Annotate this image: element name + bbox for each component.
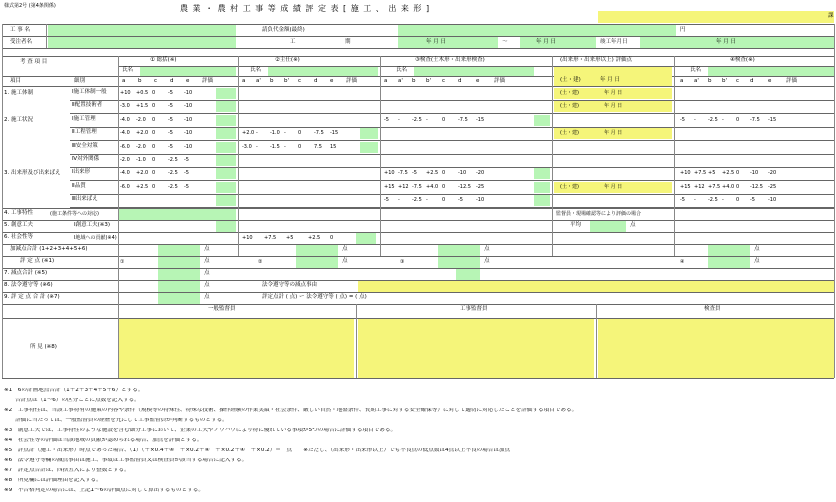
completion-label: 竣工年月日 — [600, 39, 628, 45]
row4-right: 監督員・現場確認等により評価の場合 — [556, 211, 642, 217]
row5-avg-input[interactable] — [590, 221, 626, 232]
row9-input[interactable] — [158, 293, 200, 304]
row-eval-3[interactable] — [534, 195, 550, 206]
col4-val: -15 — [768, 117, 777, 123]
orderer-input[interactable] — [48, 37, 236, 48]
row-val: +10 — [120, 90, 131, 96]
row-val: -6.0 — [120, 184, 130, 190]
grade-col-3: a' — [398, 78, 403, 84]
col3-val: 0 — [442, 117, 446, 123]
grade-col-3: d — [458, 78, 462, 84]
col4-val: -10 — [768, 197, 777, 203]
eval-pt-3[interactable] — [438, 257, 480, 268]
col3-val: -7.5 — [398, 170, 408, 176]
row-val: 0 — [152, 170, 156, 176]
col1-name-input[interactable] — [140, 67, 236, 76]
col3-val: -5 — [458, 197, 463, 203]
subitem-header: 細別 — [74, 78, 86, 84]
grade-col-3: 評価 — [494, 78, 506, 84]
col4-val: -25 — [768, 184, 777, 190]
col3-val: - — [398, 117, 400, 123]
col3b-header: (出来形・出来形以上) 評価点 — [560, 57, 633, 63]
grade-col-2: a' — [256, 78, 261, 84]
row-val: 0 — [152, 103, 156, 109]
row-val: -10 — [184, 90, 193, 96]
note-line: ※1 6の計画地点合計（1＋2＋3＋4＋5＋6）とする。 — [4, 388, 144, 393]
row-eval-1[interactable] — [216, 115, 236, 126]
subtotal-1[interactable] — [158, 245, 200, 256]
eval-date: 年 月 日 — [604, 184, 623, 190]
row6-sub: Ⅰ地域への貢献(※4) — [74, 235, 117, 241]
col3-val: 0 — [442, 170, 446, 176]
grade-col-1: e — [186, 78, 190, 84]
row-line — [70, 113, 834, 114]
row-val: -4.0 — [120, 117, 130, 123]
col4-val: -10 — [750, 170, 759, 176]
completion-date-input[interactable] — [640, 37, 834, 48]
row-subitem: Ⅰ施工体制一般 — [72, 89, 107, 95]
period-term-label: 期 — [345, 39, 351, 45]
row-eval-1[interactable] — [216, 101, 236, 112]
col2-val: -1.5 — [270, 144, 280, 150]
grade-col-2: c — [298, 78, 302, 84]
row8-pt: 点 — [204, 282, 210, 288]
col2-val: 0 — [298, 130, 302, 136]
col3-val: +12 — [398, 184, 409, 190]
grade-col-3: e — [476, 78, 480, 84]
row8-right: 法令遵守等の減点事由 — [262, 282, 318, 288]
row-eval-1[interactable] — [216, 182, 236, 193]
col2-name-label: 氏名 — [250, 67, 262, 73]
row-val: -2.0 — [136, 117, 146, 123]
row-category: 1. 施工体制 — [4, 90, 33, 96]
observation-2[interactable] — [358, 319, 594, 378]
row6-val: 0 — [330, 235, 334, 241]
row-subitem: Ⅱ工程管理 — [72, 129, 97, 135]
row8-input[interactable] — [158, 281, 200, 292]
col3-val: -5 — [384, 197, 389, 203]
row-val: -4.0 — [120, 130, 130, 136]
row-val: -5 — [168, 90, 173, 96]
grade-col-2: 評価 — [346, 78, 358, 84]
row-subitem: Ⅱ配置技術者 — [72, 102, 103, 108]
col3-name-label: 氏名 — [396, 67, 408, 73]
grade-col-1: c — [154, 78, 158, 84]
project-name-label: 工 事 名 — [10, 27, 30, 33]
item-header: 項目 — [10, 78, 22, 84]
subtotal-4-pt: 点 — [754, 246, 760, 252]
col3-val: -7.5 — [412, 184, 422, 190]
eval-civil: (土・建) — [560, 103, 579, 109]
row-line — [70, 100, 834, 101]
observation-3[interactable] — [598, 319, 834, 378]
row-eval-1[interactable] — [216, 142, 236, 153]
col4-header: ④検査(※) — [730, 57, 755, 63]
grade-col-2: b' — [284, 78, 290, 84]
col2-name-input[interactable] — [268, 67, 378, 76]
row-eval-3[interactable] — [534, 168, 550, 179]
observation-1[interactable] — [118, 319, 354, 378]
eval-op-2: ② — [258, 259, 263, 265]
subtotal-1-pt: 点 — [204, 246, 210, 252]
note-line: ※7 評定点合計は、四捨五入により整数とする。 — [4, 468, 130, 473]
row-subitem: Ⅱ品質 — [72, 183, 86, 189]
grade-col-4: 評価 — [786, 78, 798, 84]
row6-val: +5 — [286, 235, 294, 241]
eval-pt-1[interactable] — [158, 257, 200, 268]
row5-avg: 平均 — [570, 222, 582, 228]
grade-col-4: a — [680, 78, 684, 84]
col4-val: - — [694, 117, 696, 123]
eval-date: 年 月 日 — [604, 103, 623, 109]
row-subitem: Ⅳ対外関係 — [72, 156, 100, 162]
start-date-text: 年 月 日 — [426, 39, 446, 45]
row-category: 2. 施工状況 — [4, 117, 33, 123]
col2-val: -15 — [330, 130, 339, 136]
row-eval-1[interactable] — [216, 195, 236, 206]
row-val: -2.5 — [168, 184, 178, 190]
row-val: +2.5 — [136, 184, 149, 190]
row4-label: 4. 工事特性 — [4, 210, 33, 216]
row-val: -5 — [168, 130, 173, 136]
col3-val: +4.0 — [426, 184, 439, 190]
col4-val: -5 — [680, 117, 685, 123]
row9-pt: 点 — [204, 294, 210, 300]
grade-col-3: c — [442, 78, 446, 84]
grade-col-4: d — [750, 78, 754, 84]
row5-sub: Ⅰ創意工夫(※3) — [74, 222, 111, 228]
col4-name-input[interactable] — [708, 67, 834, 76]
row-subitem: Ⅰ出来形 — [72, 169, 91, 175]
col4-val: +10 — [680, 170, 691, 176]
yen-label: 円 — [680, 27, 686, 33]
eval-civil: (土・建) — [560, 90, 579, 96]
row-val: -2.5 — [168, 157, 178, 163]
col4-val: +7.5 — [694, 170, 707, 176]
col4-val: 0 — [736, 197, 740, 203]
grade-col-3: a — [384, 78, 388, 84]
col2-header: ②主任(※) — [275, 57, 300, 63]
row-val: -2.0 — [136, 144, 146, 150]
col4-val: -12.5 — [750, 184, 763, 190]
col2-val: +2.0 — [242, 130, 255, 136]
grade-col-3: b' — [426, 78, 432, 84]
row7-label: 7. 減点合計 (※5) — [4, 270, 48, 276]
col3-val: -10 — [476, 197, 485, 203]
row-val: -1.0 — [136, 157, 146, 163]
project-name-input[interactable] — [48, 25, 236, 36]
row9-formula: 評定点計 ( 点) ー 法令遵守等 ( 点) = ( 点) — [262, 294, 367, 300]
row-val: -3.0 — [120, 103, 130, 109]
eval-op-3: ③ — [400, 259, 405, 265]
col4-val: +7.5 — [708, 184, 721, 190]
row7-input[interactable] — [158, 269, 200, 280]
col3-header: ③検査(土木形・出来形検査) — [415, 57, 485, 63]
col3-val: -12.5 — [458, 184, 471, 190]
col2-val: - — [256, 144, 258, 150]
grade-col-2: d — [314, 78, 318, 84]
row-val: -10 — [184, 117, 193, 123]
note-line: ※8 所見欄には評価理由を記入する。 — [4, 478, 102, 483]
col3-val: -10 — [458, 170, 467, 176]
col3-val: +2.5 — [426, 170, 439, 176]
col4-val: -2.5 — [708, 197, 718, 203]
row-line — [70, 154, 834, 155]
section-suffix: 課 — [828, 13, 834, 19]
row-subitem: Ⅲ安全対策 — [72, 143, 98, 149]
page-title: 農 業 ・ 農 村 工 事 等 成 績 評 定 表 [ 施 工 、 出 来 形 ] — [180, 4, 431, 13]
col4-val: 0 — [736, 170, 740, 176]
period-work-label: 工 — [290, 39, 296, 45]
row-line — [70, 194, 834, 195]
col4-val: +2.5 — [722, 170, 735, 176]
row-val: 0 — [152, 117, 156, 123]
row-val: -5 — [168, 144, 173, 150]
row6-val: +10 — [242, 235, 253, 241]
col4-val: -5 — [750, 197, 755, 203]
row-category: 3. 出来形及び出来ばえ — [4, 170, 61, 176]
row7-pt: 点 — [204, 270, 210, 276]
row-eval-1[interactable] — [216, 168, 236, 179]
subtotal-2-pt: 点 — [342, 246, 348, 252]
row-eval-3[interactable] — [534, 115, 550, 126]
note-line: 合計点は（1～6）の区分ごとに点数を記入する。 — [4, 398, 140, 403]
subtotal-3-pt: 点 — [484, 246, 490, 252]
row-val: 0 — [152, 157, 156, 163]
col3-val: -25 — [476, 184, 485, 190]
eval-pt-4[interactable] — [708, 257, 750, 268]
col3-val: -15 — [476, 117, 485, 123]
col3b-civil-label: (土・建) — [560, 77, 581, 83]
bottom-col3: 検査員 — [704, 306, 721, 312]
col3-val: -2.5 — [412, 117, 422, 123]
col2-val: - — [256, 130, 258, 136]
row-val: -10 — [184, 130, 193, 136]
col2-val: 0 — [298, 144, 302, 150]
eval-op-1: ① — [120, 259, 125, 265]
row5-eval[interactable] — [216, 221, 236, 232]
row-val: -5 — [168, 103, 173, 109]
row6-val: +7.5 — [264, 235, 277, 241]
row8-reason-input[interactable] — [358, 281, 834, 292]
col3-val: 0 — [442, 197, 446, 203]
row6-val: +2.5 — [308, 235, 321, 241]
row-val: -10 — [184, 103, 193, 109]
grade-col-3: b — [412, 78, 416, 84]
row-eval-2[interactable] — [360, 128, 378, 139]
row-line — [70, 167, 834, 168]
grade-col-1: a — [122, 78, 126, 84]
col4-val: 0 — [736, 117, 740, 123]
col4-val: - — [694, 197, 696, 203]
col4-val: +15 — [680, 184, 691, 190]
col2-val: - — [284, 144, 286, 150]
start-date-input[interactable] — [398, 37, 498, 48]
row6-label: 6. 社会性等 — [4, 234, 33, 240]
col3-val: +10 — [384, 170, 395, 176]
col3-val: - — [426, 197, 428, 203]
row-eval-2[interactable] — [360, 142, 378, 153]
row-val: +0.5 — [136, 90, 149, 96]
col3-val: -5 — [412, 170, 417, 176]
subtotal-4[interactable] — [708, 245, 750, 256]
col4-val: 0 — [736, 184, 740, 190]
col3-name-input[interactable] — [414, 67, 534, 76]
form-id: 様式第2号 (第4条関係) — [4, 3, 56, 9]
subtotal-label: 加減点合計 (1+2+3+4+5+6) — [10, 246, 88, 252]
grade-col-1: 評価 — [202, 78, 214, 84]
row7-input-2[interactable] — [456, 269, 480, 280]
eval-civil: (土・建) — [560, 130, 579, 136]
col4-val: +4.0 — [722, 184, 735, 190]
col2-val: 15 — [330, 144, 337, 150]
eval-pt-1-label: 点 — [204, 258, 210, 264]
row-val: +2.0 — [136, 170, 149, 176]
col1-name-label: 氏名 — [122, 67, 134, 73]
col3-val: 0 — [442, 184, 446, 190]
eval-pts-label: 評 定 点 (※1) — [20, 258, 55, 264]
end-date-text: 年 月 日 — [536, 39, 556, 45]
col2-val: -1.0 — [270, 130, 280, 136]
row-val: 0 — [152, 184, 156, 190]
row-val: 0 — [152, 144, 156, 150]
note-line: ※4 社会性等の評価は当該地域の貢献が認められる場合、加点を評価とする。 — [4, 438, 203, 443]
col3-val: -7.5 — [458, 117, 468, 123]
col3-val: - — [426, 117, 428, 123]
grade-col-4: c — [736, 78, 740, 84]
row4-input[interactable] — [118, 209, 236, 220]
row-val: -4.0 — [120, 170, 130, 176]
end-date-input[interactable] — [520, 37, 596, 48]
tilde: ～ — [502, 39, 508, 45]
grade-col-1: b — [138, 78, 142, 84]
row-eval-1[interactable] — [216, 128, 236, 139]
row-val: -2.5 — [168, 170, 178, 176]
bottom-label: 所 見 (※8) — [30, 344, 57, 350]
grade-col-1: d — [170, 78, 174, 84]
row-val: 0 — [152, 90, 156, 96]
row-val: -5 — [168, 117, 173, 123]
row-line — [70, 140, 834, 141]
row8-label: 8. 法令遵守等 (※6) — [4, 282, 53, 288]
note-line: ※6 法令遵守等欄の減点事由は施工、事故は工事監督員又は検査員が該当する場合に記入する。 — [4, 458, 248, 463]
col1-header: ① 総括(※) — [150, 57, 177, 63]
eval-date: 年 月 日 — [604, 130, 623, 136]
grade-col-2: a — [242, 78, 246, 84]
row-val: -5 — [184, 184, 189, 190]
col2-val: -3.0 — [242, 144, 252, 150]
eval-pt-3-label: 点 — [484, 258, 490, 264]
note-line: ※3 創意工夫では、工事特性のような施設を含む細分工事において、企業の工夫やノウハウにより特に優れている事項が5つの場合に評価する項目である。 — [4, 428, 397, 433]
col3-val: +15 — [384, 184, 395, 190]
contract-amount-input[interactable] — [398, 25, 676, 36]
col3-val: -20 — [476, 170, 485, 176]
row-val: -10 — [184, 144, 193, 150]
row5-label: 5. 創意工夫 — [4, 222, 33, 228]
row-line — [70, 127, 834, 128]
col4-val: +5 — [708, 170, 716, 176]
col4-val: - — [722, 117, 724, 123]
row4-note: (施工条件等への対応) — [50, 211, 99, 217]
grade-col-2: e — [330, 78, 334, 84]
col2-val: -7.5 — [314, 130, 324, 136]
col2-val: - — [284, 130, 286, 136]
row-subitem: Ⅰ施工管理 — [72, 116, 96, 122]
row-val: -5 — [184, 170, 189, 176]
row-val: 0 — [152, 130, 156, 136]
category-label: 考 査 項 目 — [20, 59, 48, 65]
col2-val: 7.5 — [314, 144, 322, 150]
contract-amount-label: 請負代金額(最終) — [262, 27, 305, 33]
col4-val: -5 — [680, 197, 685, 203]
row9-label: 9. 評 定 点 合 計 (※7) — [4, 294, 60, 300]
row-eval-3[interactable] — [534, 182, 550, 193]
row-val: +1.5 — [136, 103, 149, 109]
col4-name-label: 氏名 — [690, 67, 702, 73]
grade-col-4: b — [708, 78, 712, 84]
eval-op-4: ④ — [680, 259, 685, 265]
row-line — [70, 180, 834, 181]
grade-col-2: b — [270, 78, 274, 84]
col3-val: -2.5 — [412, 197, 422, 203]
note-line: ※5 評点計（施工・出来形）時点であった場合、（1）（＋×0.4＋④ ＋×0.2＋④ ＋×0.2＋④ ＋×0.2）＝ 点 ※ただし、（出来形・出来形以上）でも不良点の低点数は4点以上不良の場合は加点 — [4, 448, 511, 453]
col3b-date: 年 月 日 — [600, 77, 620, 83]
row-val: -2.0 — [120, 157, 130, 163]
col4-val: - — [722, 197, 724, 203]
eval-date: 年 月 日 — [604, 90, 623, 96]
note-line: ※2 工事特性は、当該工事特有の施策の内容や条件（規模等の特殊性、特殊な技術、操作経験の作業実績・社会条件、厳しい自然・地盤条件、長期工事に対する安全確保等）に対して適切に対応したことを評価する項目である。 — [4, 408, 578, 413]
note-line: ※9 不合格判定の場合には、上記1～6の評価点に対して算出するものとする。 — [4, 488, 204, 493]
eval-pt-2-label: 点 — [342, 258, 348, 264]
col3-val: - — [398, 197, 400, 203]
row-val: -5 — [184, 157, 189, 163]
grade-col-4: b' — [722, 78, 728, 84]
subtotal-3[interactable] — [438, 245, 480, 256]
col4-val: -20 — [768, 170, 777, 176]
bottom-col2: 工事監督員 — [460, 306, 488, 312]
note-line: 評価に当たっては、一般監督員の経歴を元にして工事監督員が判断するものとする。 — [4, 418, 228, 423]
row5-point: 点 — [630, 222, 636, 228]
eval-pt-4-label: 点 — [754, 258, 760, 264]
col4-val: -7.5 — [750, 117, 760, 123]
section-code-field[interactable] — [598, 11, 834, 23]
col3-val: -5 — [384, 117, 389, 123]
col4-val: -2.5 — [708, 117, 718, 123]
grade-col-4: a' — [694, 78, 699, 84]
row-eval-1[interactable] — [216, 155, 236, 166]
orderer-label: 受注者名 — [10, 39, 33, 45]
eval-pt-2[interactable] — [296, 257, 338, 268]
row-eval-1[interactable] — [216, 88, 236, 99]
row6-eval[interactable] — [356, 233, 376, 244]
row-subitem: Ⅲ出来ばえ — [72, 196, 98, 202]
row-val: -6.0 — [120, 144, 130, 150]
grade-col-4: e — [768, 78, 772, 84]
completion-date-text: 年 月 日 — [716, 39, 736, 45]
eval-civil: (土・建) — [560, 184, 579, 190]
bottom-col1: 一般監督員 — [208, 306, 236, 312]
row-val: +2.0 — [136, 130, 149, 136]
subtotal-2[interactable] — [296, 245, 338, 256]
col4-val: +12 — [694, 184, 705, 190]
